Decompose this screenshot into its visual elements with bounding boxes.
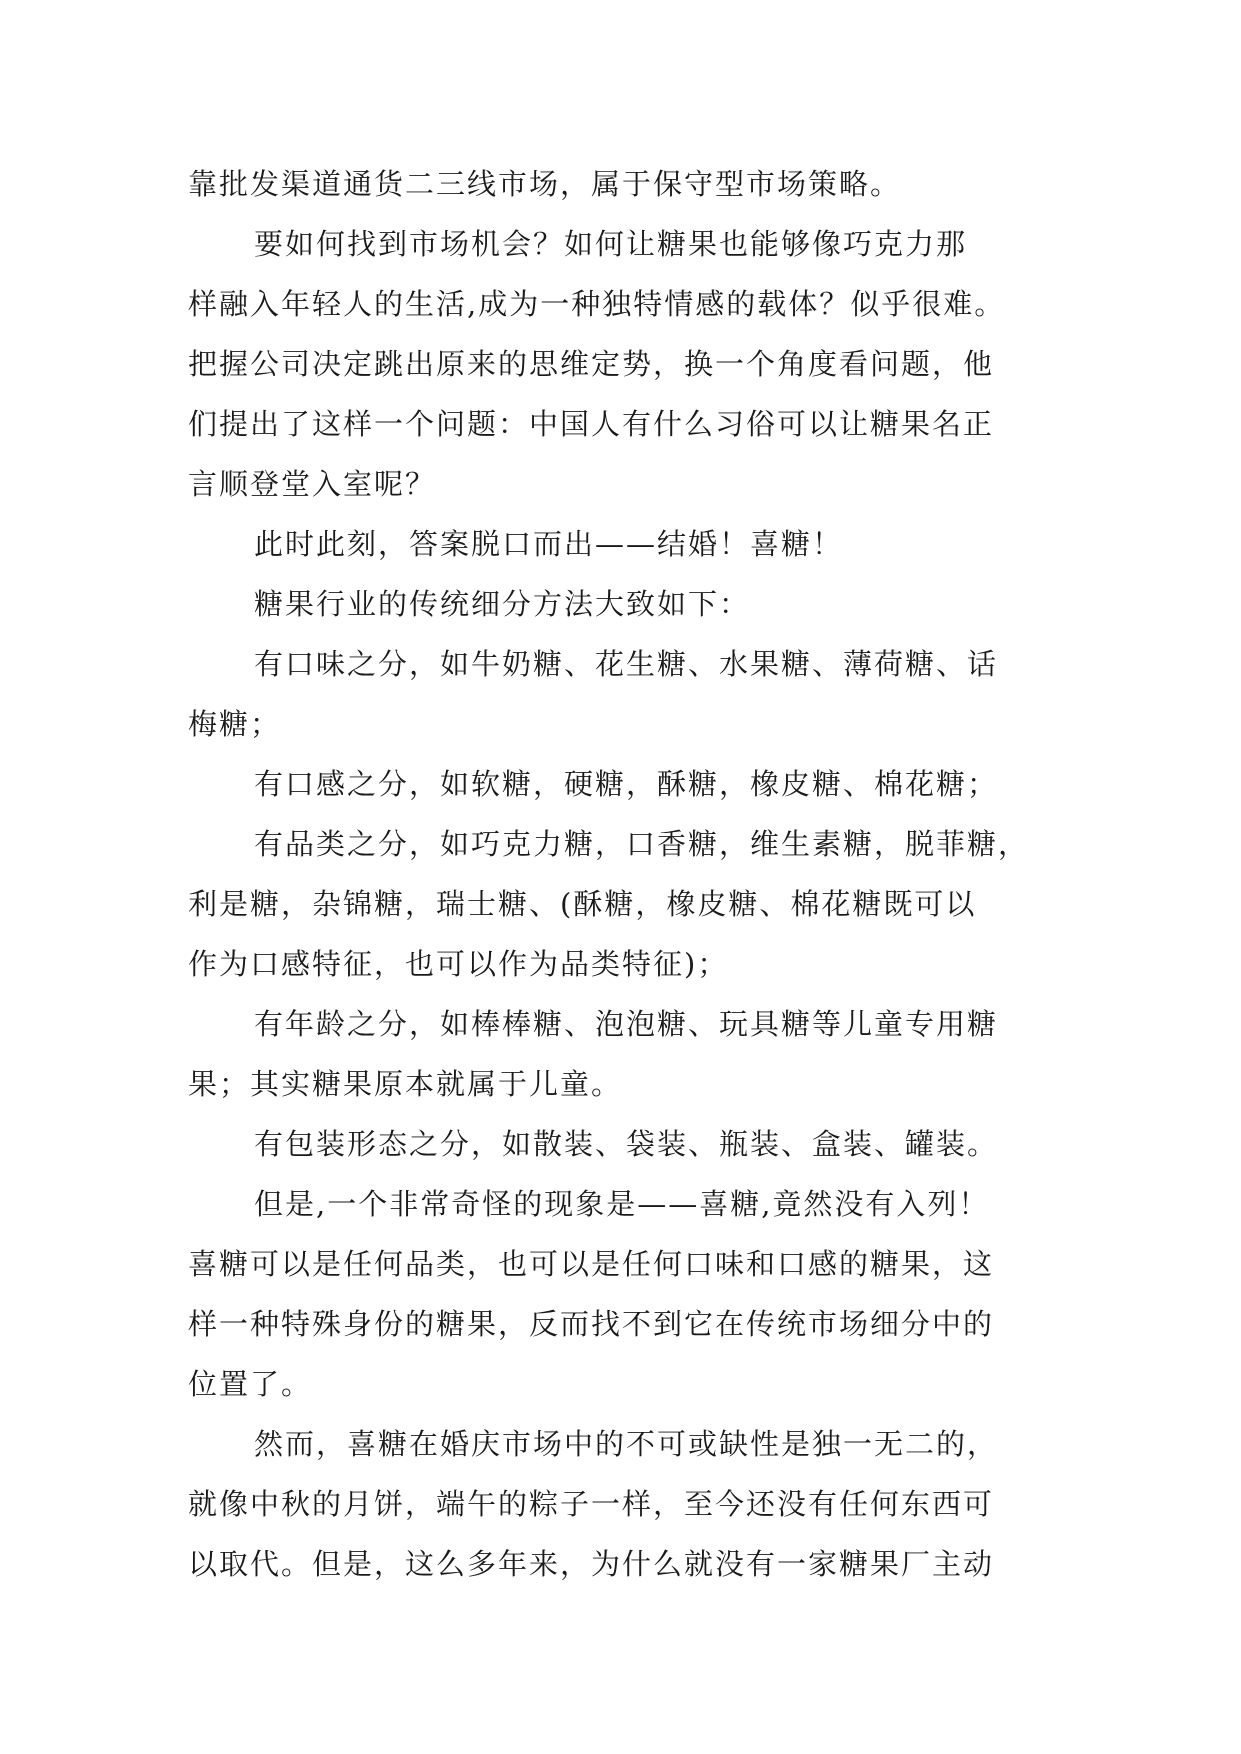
text-line: 样一种特殊身份的糖果，反而找不到它在传统市场细分中的	[188, 1307, 995, 1341]
document-body	[188, 154, 1088, 1594]
text-line: 位置了。	[188, 1367, 313, 1401]
text-line: 以取代。但是，这么多年来，为什么就没有一家糖果厂主动	[188, 1547, 995, 1581]
text-line: 此时此刻，答案脱口而出——结婚！喜糖！	[254, 527, 844, 561]
text-line: 果；其实糖果原本就属于儿童。	[188, 1067, 623, 1101]
text-line: 但是,一个非常奇怪的现象是——喜糖,竟然没有入列！	[254, 1187, 990, 1221]
text-line: 把握公司决定跳出原来的思维定势，换一个角度看问题，他	[188, 347, 995, 381]
text-line: 利是糖，杂锦糖，瑞士糖、(酥糖，橡皮糖、棉花糖既可以	[188, 887, 977, 921]
text-line: 作为口感特征，也可以作为品类特征)；	[188, 947, 729, 981]
text-line: 有年龄之分，如棒棒糖、泡泡糖、玩具糖等儿童专用糖	[254, 1007, 999, 1041]
text-line: 有包装形态之分，如散装、袋装、瓶装、盒装、罐装。	[254, 1127, 999, 1161]
text-line: 靠批发渠道通货二三线市场，属于保守型市场策略。	[188, 167, 902, 201]
text-line: 然而，喜糖在婚庆市场中的不可或缺性是独一无二的，	[254, 1427, 999, 1461]
text-line: 喜糖可以是任何品类，也可以是任何口味和口感的糖果，这	[188, 1247, 995, 1281]
text-line: 有口味之分，如牛奶糖、花生糖、水果糖、薄荷糖、话	[254, 647, 999, 681]
text-line: 言顺登堂入室呢？	[188, 467, 437, 501]
text-line: 梅糖；	[188, 707, 282, 741]
text-line: 样融入年轻人的生活,成为一种独特情感的载体？似乎很难。	[188, 287, 1006, 321]
text-line: 有品类之分，如巧克力糖，口香糖，维生素糖，脱菲糖，	[254, 827, 1030, 861]
text-line: 糖果行业的传统细分方法大致如下：	[254, 587, 751, 621]
text-line: 们提出了这样一个问题：中国人有什么习俗可以让糖果名正	[188, 407, 995, 441]
text-line: 要如何找到市场机会？如何让糖果也能够像巧克力那	[254, 227, 968, 261]
text-line: 有口感之分，如软糖，硬糖，酥糖，橡皮糖、棉花糖；	[254, 767, 999, 801]
text-line: 就像中秋的月饼，端午的粽子一样，至今还没有任何东西可	[188, 1487, 995, 1521]
